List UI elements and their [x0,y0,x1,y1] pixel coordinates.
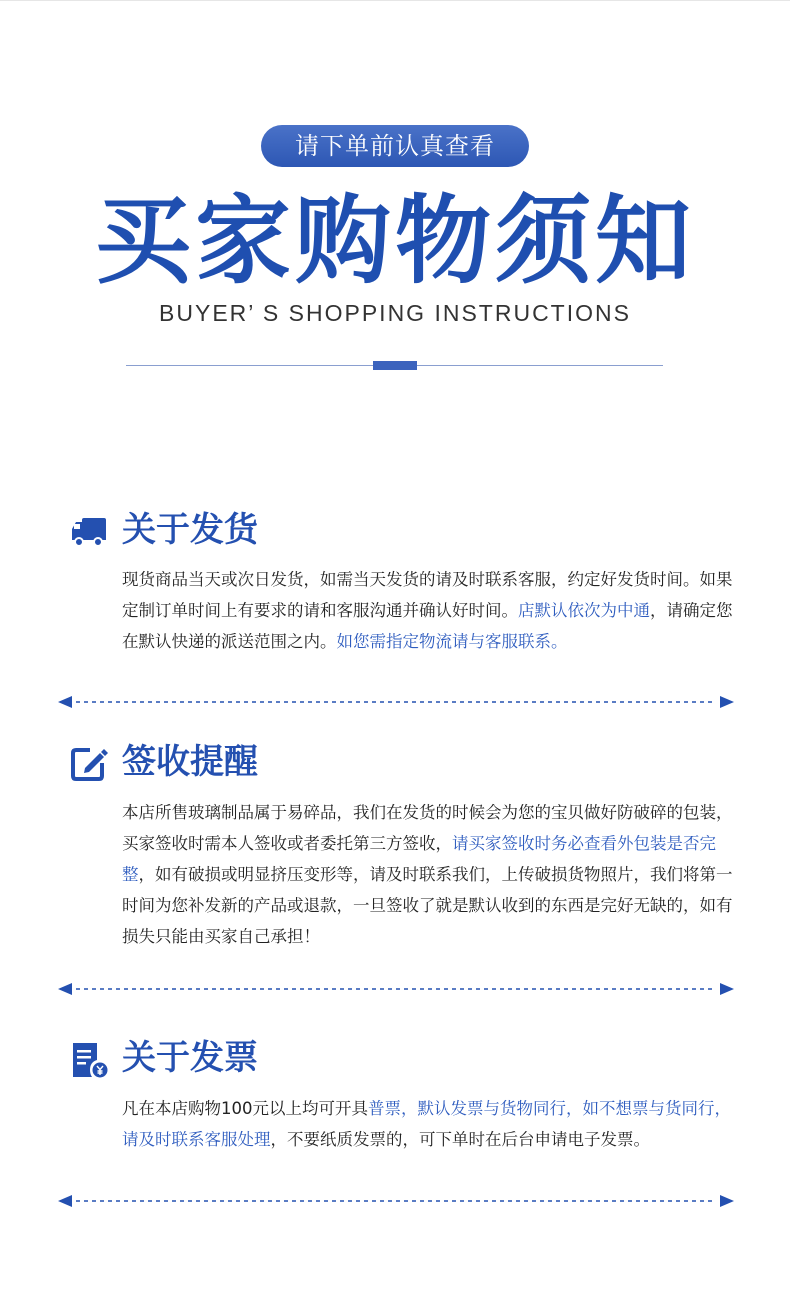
dashed-separator [58,695,734,709]
highlight-segment: 请买家签收时务必查看外包装是否完整 [122,834,716,884]
highlight-segment: 如您需指定物流请与客服联系。 [336,632,568,651]
highlight-segment: 店默认依次为中通 [518,601,650,620]
page-subtitle: BUYER’ S SHOPPING INSTRUCTIONS [159,300,631,326]
section-invoice-text [122,1093,742,1155]
invoice-icon [70,1040,108,1078]
page-title: 买家购物须知 [95,185,695,297]
section-title: 签收提醒 [122,742,258,782]
text-segment: ，请确定您在默认快递的派送范围之内。 [122,601,733,651]
section-shipping-text [122,564,742,657]
dashed-separator [58,1194,734,1208]
highlight-segment: 普票，默认发票与货物同行，如不想票与货同行，请及时联系客服处理 [122,1099,731,1149]
dashed-separator [58,982,734,996]
header-divider-accent [373,361,417,370]
section-receipt-text [122,797,742,952]
notice-pill: 请下单前认真查看 [261,125,529,167]
text-segment: 凡在本店购物100元以上均可开具 [122,1099,368,1118]
section-title: 关于发货 [122,510,258,550]
truck-icon [70,512,108,550]
text-segment: 本店所售玻璃制品属于易碎品，我们在发货的时候会为您的宝贝做好防破碎的包装，买家签收时需本人签收或者委托第三方签收， [122,803,733,853]
edit-icon [70,744,108,782]
section-title: 关于发票 [122,1038,258,1078]
top-border [0,0,790,1]
text-segment: ，如有破损或明显挤压变形等，请及时联系我们，上传破损货物照片，我们将第一时间为您补发新的产品或退款，一旦签收了就是默认收到的东西是完好无缺的，如有损失只能由买家自己承担！ [122,865,733,946]
text-segment: ，不要纸质发票的，可下单时在后台申请电子发票。 [270,1130,650,1149]
text-segment: 现货商品当天或次日发货，如需当天发货的请及时联系客服，约定好发货时间。如果定制订单时间上有要求的请和客服沟通并确认好时间。 [122,570,733,620]
